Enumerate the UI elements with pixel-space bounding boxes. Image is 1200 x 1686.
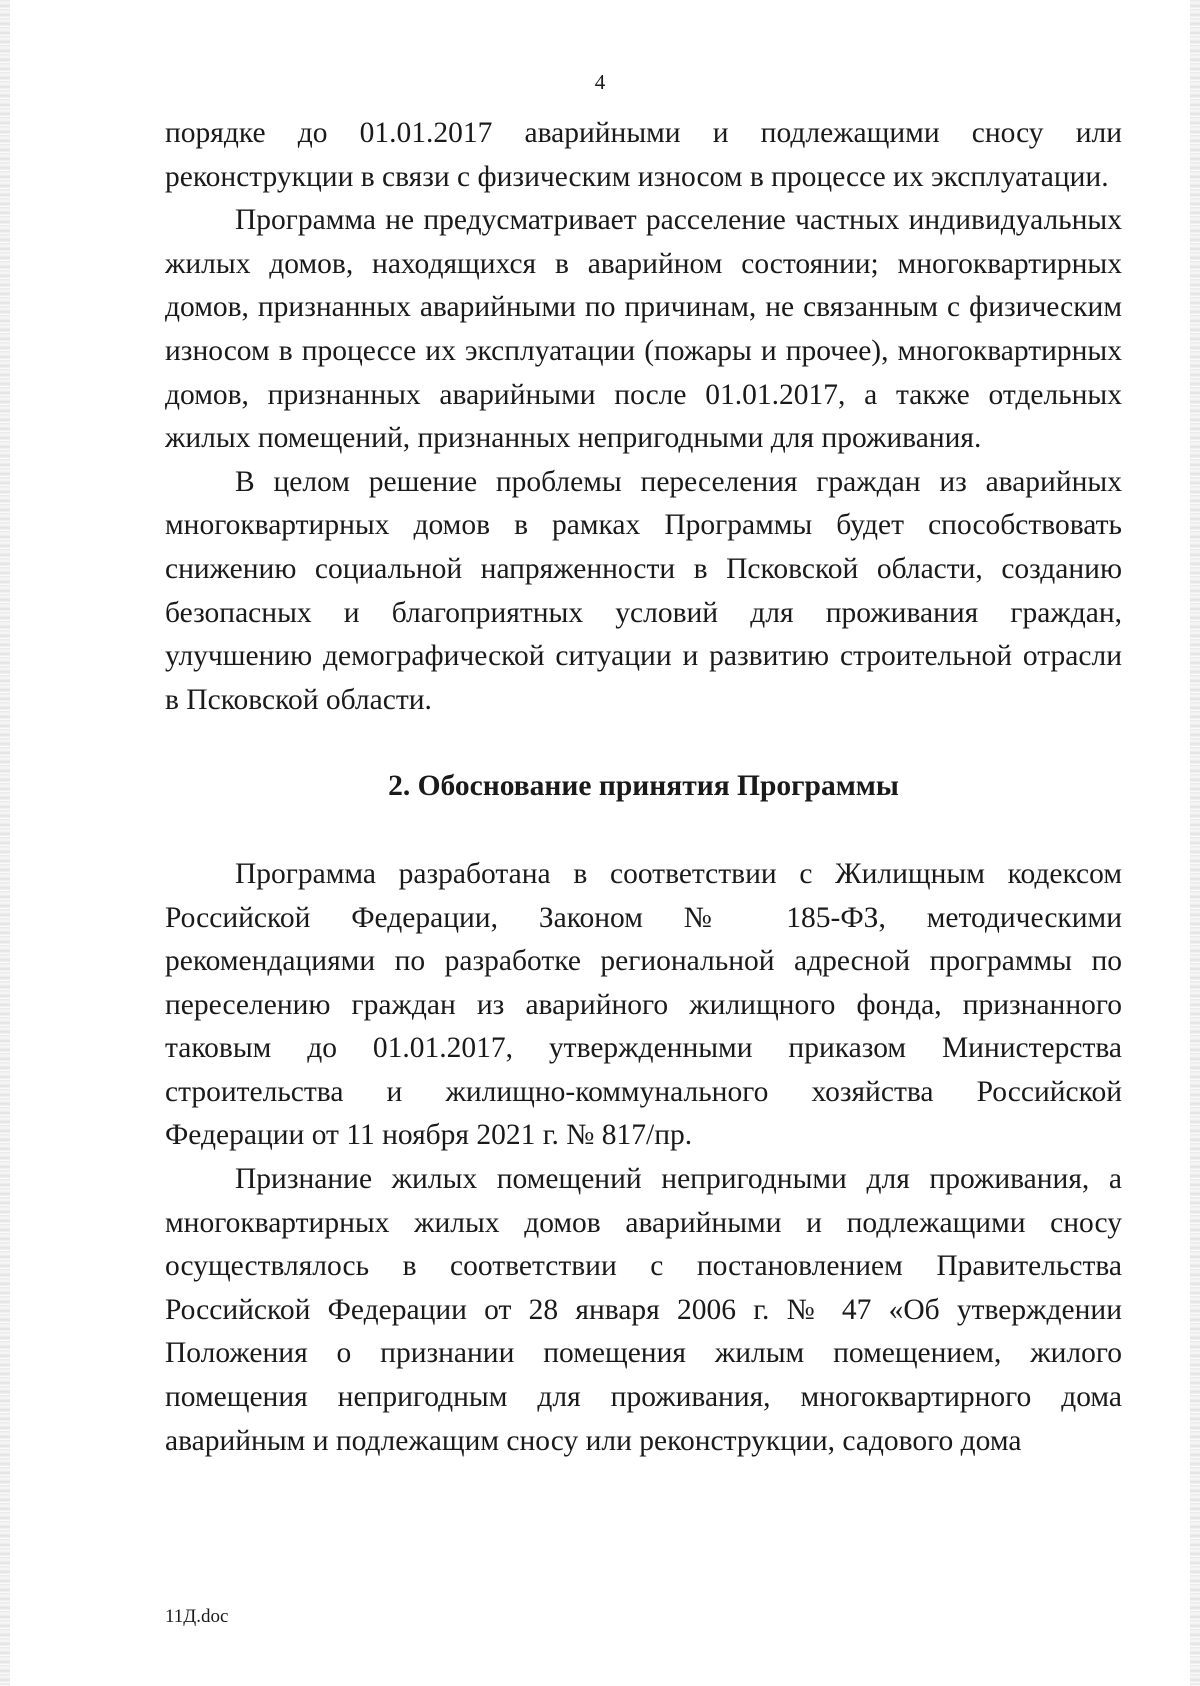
paragraph-recognition-procedure: Признание жилых помещений непригодными для проживания, а многоквартирных жилых домов аварийными и подлежащими сносу осуществлялось в соответствии с постановлением Правительства Российской Федерации от 28 января 2006 г. № 47 «Об утверждении Положения о признании помещения жилым помещением, жилого помещения непригодным для проживания, многоквартирного дома аварийным и подлежащим сносу или реконструкции, садового дома: [165, 1163, 1122, 1457]
paragraph-continuation: порядке до 01.01.2017 аварийными и подлежащими сносу или реконструкции в связи с физическим износом в процессе их эксплуатации.: [165, 117, 1122, 193]
scan-edge-left: [0, 0, 10, 1686]
section-heading-justification: 2. Обоснование принятия Программы: [388, 770, 899, 803]
footer-document-name: 11Д.doc: [165, 1606, 229, 1627]
paragraph-program-benefits: В целом решение проблемы переселения граждан из аварийных многоквартирных домов в рамках Программы будет способствовать снижению социальной напряженности в Псковской области, созданию безопасных и благоприятных условий для проживания граждан, улучшению демографической ситуации и развитию строительной отрасли в Псковской области.: [165, 465, 1122, 716]
page-number: 4: [594, 70, 606, 94]
paragraph-legal-basis: Программа разработана в соответствии с Жилищным кодексом Российской Федерации, Законом № 185-ФЗ, методическими рекомендациями по разработке региональной адресной программы по переселению граждан из аварийного жилищного фонда, признанного таковым до 01.01.2017, утвержденными приказом Министерства строительства и жилищно-коммунального хозяйства Российской Федерации от 11 ноября 2021 г. № 817/пр.: [165, 857, 1122, 1152]
paragraph-program-exclusions: Программа не предусматривает расселение частных индивидуальных жилых домов, находящихся в аварийном состоянии; многоквартирных домов, признанных аварийными по причинам, не связанным с физическим износом в процессе их эксплуатации (пожары и прочее), многоквартирных домов, признанных аварийными после 01.01.2017, а также отдельных жилых помещений, признанных непригодными для проживания.: [165, 204, 1122, 455]
scan-edge-right: [1190, 0, 1200, 1686]
document-body: [165, 112, 1122, 1463]
